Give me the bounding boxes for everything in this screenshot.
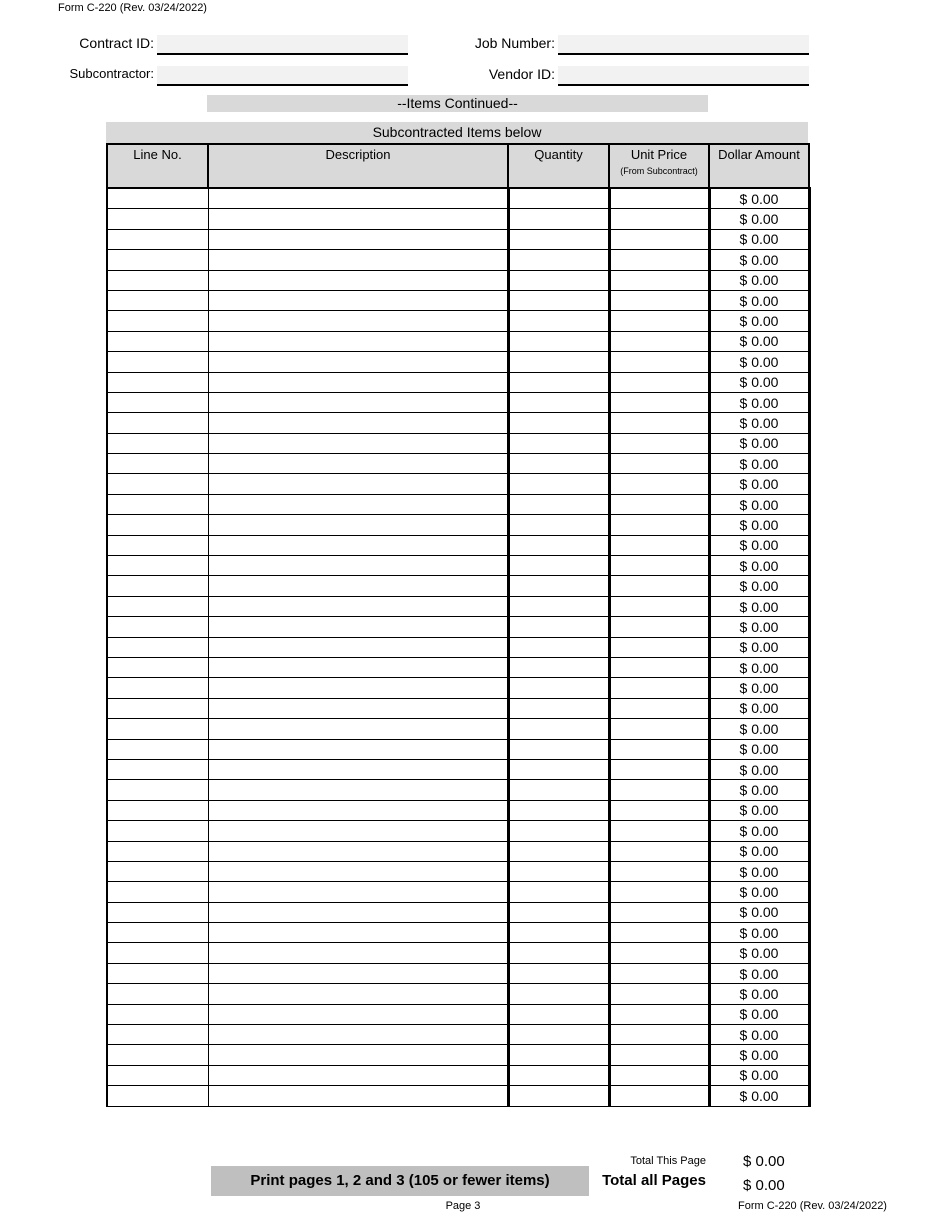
- line-no-cell[interactable]: [107, 637, 208, 657]
- quantity-cell[interactable]: [508, 596, 609, 616]
- dollar-amount-cell: $ 0.00: [709, 494, 809, 514]
- table-row: [107, 515, 809, 535]
- line-no-cell[interactable]: [107, 209, 208, 229]
- unit-price-cell[interactable]: [609, 392, 709, 412]
- unit-price-cell[interactable]: [609, 515, 709, 535]
- dollar-amount-cell: $ 0.00: [709, 413, 809, 433]
- unit-price-cell[interactable]: [609, 637, 709, 657]
- table-row: [107, 188, 809, 209]
- description-cell[interactable]: [208, 596, 508, 616]
- line-no-cell[interactable]: [107, 596, 208, 616]
- unit-price-cell[interactable]: [609, 535, 709, 555]
- quantity-cell[interactable]: [508, 392, 609, 412]
- line-no-cell[interactable]: [107, 719, 208, 739]
- line-no-cell[interactable]: [107, 1025, 208, 1045]
- page-number: Page 3: [445, 1200, 481, 1212]
- line-no-cell[interactable]: [107, 413, 208, 433]
- unit-price-cell[interactable]: [609, 861, 709, 881]
- unit-price-cell[interactable]: [609, 494, 709, 514]
- quantity-cell[interactable]: [508, 943, 609, 963]
- unit-price-cell[interactable]: [609, 698, 709, 718]
- table-row: [107, 229, 809, 249]
- quantity-cell[interactable]: [508, 637, 609, 657]
- table-row: [107, 372, 809, 392]
- unit-price-cell[interactable]: [609, 1086, 709, 1106]
- line-no-cell[interactable]: [107, 494, 208, 514]
- total-this-page-label: Total This Page: [630, 1155, 706, 1167]
- col-unit-price-label: Unit Price: [630, 147, 688, 162]
- table-row: [107, 290, 809, 310]
- table-row: [107, 1086, 809, 1106]
- dollar-amount-cell: $ 0.00: [709, 392, 809, 412]
- table-row: [107, 556, 809, 576]
- subcontractor-label: Subcontractor:: [69, 66, 154, 81]
- dollar-amount-cell: $ 0.00: [709, 1045, 809, 1065]
- description-cell[interactable]: [208, 209, 508, 229]
- dollar-amount-cell: $ 0.00: [709, 331, 809, 351]
- quantity-cell[interactable]: [508, 209, 609, 229]
- quantity-cell[interactable]: [508, 515, 609, 535]
- total-all-pages-label: Total all Pages: [602, 1172, 706, 1189]
- contract-id-label: Contract ID:: [79, 35, 154, 51]
- table-row: [107, 250, 809, 270]
- table-row: [107, 209, 809, 229]
- description-cell[interactable]: [208, 739, 508, 759]
- items-continued-banner: --Items Continued--: [207, 95, 708, 112]
- line-no-cell[interactable]: [107, 229, 208, 249]
- description-cell[interactable]: [208, 943, 508, 963]
- line-no-cell[interactable]: [107, 250, 208, 270]
- quantity-cell[interactable]: [508, 311, 609, 331]
- description-cell[interactable]: [208, 433, 508, 453]
- quantity-cell[interactable]: [508, 576, 609, 596]
- items-table: [106, 143, 811, 1107]
- table-row: [107, 841, 809, 861]
- quantity-cell[interactable]: [508, 1025, 609, 1045]
- quantity-cell[interactable]: [508, 433, 609, 453]
- unit-price-cell[interactable]: [609, 739, 709, 759]
- dollar-amount-cell: $ 0.00: [709, 841, 809, 861]
- line-no-cell[interactable]: [107, 984, 208, 1004]
- table-row: [107, 576, 809, 596]
- description-cell[interactable]: [208, 698, 508, 718]
- unit-price-cell[interactable]: [609, 1045, 709, 1065]
- description-cell[interactable]: [208, 250, 508, 270]
- dollar-amount-cell: $ 0.00: [709, 229, 809, 249]
- table-row: [107, 494, 809, 514]
- quantity-cell[interactable]: [508, 1004, 609, 1024]
- description-cell[interactable]: [208, 759, 508, 779]
- description-cell[interactable]: [208, 637, 508, 657]
- table-row: [107, 800, 809, 820]
- quantity-cell[interactable]: [508, 861, 609, 881]
- description-cell[interactable]: [208, 719, 508, 739]
- unit-price-cell[interactable]: [609, 352, 709, 372]
- unit-price-cell[interactable]: [609, 1004, 709, 1024]
- unit-price-cell[interactable]: [609, 576, 709, 596]
- line-no-cell[interactable]: [107, 372, 208, 392]
- quantity-cell[interactable]: [508, 229, 609, 249]
- table-row: [107, 923, 809, 943]
- quantity-cell[interactable]: [508, 902, 609, 922]
- description-cell[interactable]: [208, 617, 508, 637]
- dollar-amount-cell: $ 0.00: [709, 1025, 809, 1045]
- table-row: [107, 1025, 809, 1045]
- vendor-id-label: Vendor ID:: [488, 66, 555, 82]
- quantity-cell[interactable]: [508, 963, 609, 983]
- table-row: [107, 719, 809, 739]
- col-unit-price-sub: (From Subcontract): [620, 166, 698, 176]
- unit-price-cell[interactable]: [609, 556, 709, 576]
- table-row: [107, 1065, 809, 1085]
- table-row: [107, 596, 809, 616]
- quantity-cell[interactable]: [508, 678, 609, 698]
- quantity-cell[interactable]: [508, 250, 609, 270]
- quantity-cell[interactable]: [508, 331, 609, 351]
- line-no-cell[interactable]: [107, 943, 208, 963]
- description-cell[interactable]: [208, 515, 508, 535]
- quantity-cell[interactable]: [508, 657, 609, 677]
- table-row: [107, 392, 809, 412]
- description-cell[interactable]: [208, 841, 508, 861]
- col-line-no: Line No.: [107, 144, 208, 188]
- dollar-amount-cell: $ 0.00: [709, 209, 809, 229]
- line-no-cell[interactable]: [107, 617, 208, 637]
- line-no-cell[interactable]: [107, 392, 208, 412]
- dollar-amount-cell: $ 0.00: [709, 188, 809, 209]
- line-no-cell[interactable]: [107, 433, 208, 453]
- table-row: [107, 821, 809, 841]
- description-cell[interactable]: [208, 556, 508, 576]
- table-row: [107, 270, 809, 290]
- dollar-amount-cell: $ 0.00: [709, 290, 809, 310]
- dollar-amount-cell: $ 0.00: [709, 372, 809, 392]
- description-cell[interactable]: [208, 352, 508, 372]
- unit-price-cell[interactable]: [609, 372, 709, 392]
- description-cell[interactable]: [208, 535, 508, 555]
- table-row: [107, 739, 809, 759]
- line-no-cell[interactable]: [107, 188, 208, 209]
- description-cell[interactable]: [208, 494, 508, 514]
- description-cell[interactable]: [208, 821, 508, 841]
- table-row: [107, 678, 809, 698]
- unit-price-cell[interactable]: [609, 311, 709, 331]
- quantity-cell[interactable]: [508, 698, 609, 718]
- line-no-cell[interactable]: [107, 270, 208, 290]
- dollar-amount-cell: $ 0.00: [709, 963, 809, 983]
- description-cell[interactable]: [208, 678, 508, 698]
- unit-price-cell[interactable]: [609, 270, 709, 290]
- dollar-amount-cell: $ 0.00: [709, 433, 809, 453]
- dollar-amount-cell: $ 0.00: [709, 759, 809, 779]
- line-no-cell[interactable]: [107, 1086, 208, 1106]
- total-all-pages-value: $ 0.00: [743, 1177, 785, 1194]
- line-no-cell[interactable]: [107, 1065, 208, 1085]
- quantity-cell[interactable]: [508, 882, 609, 902]
- line-no-cell[interactable]: [107, 902, 208, 922]
- table-row: [107, 902, 809, 922]
- quantity-cell[interactable]: [508, 352, 609, 372]
- dollar-amount-cell: $ 0.00: [709, 1065, 809, 1085]
- dollar-amount-cell: $ 0.00: [709, 270, 809, 290]
- dollar-amount-cell: $ 0.00: [709, 882, 809, 902]
- unit-price-cell[interactable]: [609, 454, 709, 474]
- description-cell[interactable]: [208, 413, 508, 433]
- total-this-page-value: $ 0.00: [743, 1153, 785, 1170]
- quantity-cell[interactable]: [508, 719, 609, 739]
- unit-price-cell[interactable]: [609, 433, 709, 453]
- description-cell[interactable]: [208, 800, 508, 820]
- unit-price-cell[interactable]: [609, 984, 709, 1004]
- quantity-cell[interactable]: [508, 617, 609, 637]
- print-pages-button[interactable]: Print pages 1, 2 and 3 (105 or fewer items): [211, 1166, 589, 1196]
- line-no-cell[interactable]: [107, 861, 208, 881]
- description-cell[interactable]: [208, 861, 508, 881]
- line-no-cell[interactable]: [107, 739, 208, 759]
- description-cell[interactable]: [208, 1065, 508, 1085]
- table-row: [107, 1045, 809, 1065]
- unit-price-cell[interactable]: [609, 229, 709, 249]
- contract-id-field[interactable]: [157, 35, 408, 55]
- table-row: [107, 352, 809, 372]
- dollar-amount-cell: $ 0.00: [709, 698, 809, 718]
- line-no-cell[interactable]: [107, 821, 208, 841]
- dollar-amount-cell: $ 0.00: [709, 943, 809, 963]
- quantity-cell[interactable]: [508, 1045, 609, 1065]
- quantity-cell[interactable]: [508, 1086, 609, 1106]
- dollar-amount-cell: $ 0.00: [709, 657, 809, 677]
- quantity-cell[interactable]: [508, 270, 609, 290]
- table-row: [107, 637, 809, 657]
- description-cell[interactable]: [208, 1045, 508, 1065]
- dollar-amount-cell: $ 0.00: [709, 923, 809, 943]
- table-row: [107, 882, 809, 902]
- description-cell[interactable]: [208, 902, 508, 922]
- line-no-cell[interactable]: [107, 800, 208, 820]
- unit-price-cell[interactable]: [609, 963, 709, 983]
- unit-price-cell[interactable]: [609, 882, 709, 902]
- dollar-amount-cell: $ 0.00: [709, 474, 809, 494]
- dollar-amount-cell: $ 0.00: [709, 678, 809, 698]
- description-cell[interactable]: [208, 229, 508, 249]
- dollar-amount-cell: $ 0.00: [709, 984, 809, 1004]
- dollar-amount-cell: $ 0.00: [709, 454, 809, 474]
- dollar-amount-cell: $ 0.00: [709, 250, 809, 270]
- table-row: [107, 943, 809, 963]
- line-no-cell[interactable]: [107, 698, 208, 718]
- description-cell[interactable]: [208, 882, 508, 902]
- unit-price-cell[interactable]: [609, 1065, 709, 1085]
- description-cell[interactable]: [208, 331, 508, 351]
- line-no-cell[interactable]: [107, 923, 208, 943]
- line-no-cell[interactable]: [107, 474, 208, 494]
- dollar-amount-cell: $ 0.00: [709, 821, 809, 841]
- dollar-amount-cell: $ 0.00: [709, 861, 809, 881]
- job-number-field[interactable]: [558, 35, 809, 55]
- description-cell[interactable]: [208, 1025, 508, 1045]
- description-cell[interactable]: [208, 984, 508, 1004]
- dollar-amount-cell: $ 0.00: [709, 1004, 809, 1024]
- table-row: [107, 657, 809, 677]
- dollar-amount-cell: $ 0.00: [709, 780, 809, 800]
- table-row: [107, 984, 809, 1004]
- line-no-cell[interactable]: [107, 576, 208, 596]
- table-row: [107, 617, 809, 637]
- description-cell[interactable]: [208, 923, 508, 943]
- unit-price-cell[interactable]: [609, 413, 709, 433]
- description-cell[interactable]: [208, 780, 508, 800]
- col-quantity: Quantity: [508, 144, 609, 188]
- line-no-cell[interactable]: [107, 759, 208, 779]
- dollar-amount-cell: $ 0.00: [709, 556, 809, 576]
- line-no-cell[interactable]: [107, 352, 208, 372]
- line-no-cell[interactable]: [107, 1045, 208, 1065]
- line-no-cell[interactable]: [107, 556, 208, 576]
- quantity-cell[interactable]: [508, 474, 609, 494]
- table-row: [107, 1004, 809, 1024]
- dollar-amount-cell: $ 0.00: [709, 800, 809, 820]
- quantity-cell[interactable]: [508, 739, 609, 759]
- col-unit-price: [609, 144, 709, 188]
- dollar-amount-cell: $ 0.00: [709, 576, 809, 596]
- table-row: [107, 698, 809, 718]
- unit-price-cell[interactable]: [609, 290, 709, 310]
- line-no-cell[interactable]: [107, 311, 208, 331]
- quantity-cell[interactable]: [508, 780, 609, 800]
- unit-price-cell[interactable]: [609, 209, 709, 229]
- table-row: [107, 861, 809, 881]
- unit-price-cell[interactable]: [609, 902, 709, 922]
- table-header-row: [107, 144, 809, 188]
- unit-price-cell[interactable]: [609, 780, 709, 800]
- table-row: [107, 963, 809, 983]
- unit-price-cell[interactable]: [609, 1025, 709, 1045]
- description-cell[interactable]: [208, 270, 508, 290]
- dollar-amount-cell: $ 0.00: [709, 902, 809, 922]
- quantity-cell[interactable]: [508, 556, 609, 576]
- unit-price-cell[interactable]: [609, 759, 709, 779]
- quantity-cell[interactable]: [508, 984, 609, 1004]
- unit-price-cell[interactable]: [609, 821, 709, 841]
- line-no-cell[interactable]: [107, 454, 208, 474]
- unit-price-cell[interactable]: [609, 943, 709, 963]
- line-no-cell[interactable]: [107, 515, 208, 535]
- description-cell[interactable]: [208, 392, 508, 412]
- description-cell[interactable]: [208, 290, 508, 310]
- quantity-cell[interactable]: [508, 454, 609, 474]
- table-row: [107, 535, 809, 555]
- description-cell[interactable]: [208, 1004, 508, 1024]
- table-row: [107, 759, 809, 779]
- description-cell[interactable]: [208, 576, 508, 596]
- vendor-id-field[interactable]: [558, 66, 809, 86]
- description-cell[interactable]: [208, 188, 508, 209]
- line-no-cell[interactable]: [107, 882, 208, 902]
- description-cell[interactable]: [208, 454, 508, 474]
- dollar-amount-cell: $ 0.00: [709, 617, 809, 637]
- dollar-amount-cell: $ 0.00: [709, 739, 809, 759]
- col-description: Description: [208, 144, 508, 188]
- dollar-amount-cell: $ 0.00: [709, 311, 809, 331]
- unit-price-cell[interactable]: [609, 617, 709, 637]
- col-dollar-amount: Dollar Amount: [709, 144, 809, 188]
- unit-price-cell[interactable]: [609, 678, 709, 698]
- quantity-cell[interactable]: [508, 841, 609, 861]
- line-no-cell[interactable]: [107, 963, 208, 983]
- quantity-cell[interactable]: [508, 413, 609, 433]
- quantity-cell[interactable]: [508, 372, 609, 392]
- table-row: [107, 311, 809, 331]
- quantity-cell[interactable]: [508, 821, 609, 841]
- line-no-cell[interactable]: [107, 535, 208, 555]
- table-row: [107, 331, 809, 351]
- line-no-cell[interactable]: [107, 678, 208, 698]
- line-no-cell[interactable]: [107, 331, 208, 351]
- table-row: [107, 413, 809, 433]
- job-number-label: Job Number:: [474, 35, 555, 51]
- description-cell[interactable]: [208, 311, 508, 331]
- unit-price-cell[interactable]: [609, 800, 709, 820]
- dollar-amount-cell: $ 0.00: [709, 535, 809, 555]
- subcontractor-field[interactable]: [157, 66, 408, 86]
- dollar-amount-cell: $ 0.00: [709, 1086, 809, 1106]
- table-row: [107, 474, 809, 494]
- unit-price-cell[interactable]: [609, 250, 709, 270]
- quantity-cell[interactable]: [508, 494, 609, 514]
- unit-price-cell[interactable]: [609, 657, 709, 677]
- unit-price-cell[interactable]: [609, 719, 709, 739]
- line-no-cell[interactable]: [107, 1004, 208, 1024]
- dollar-amount-cell: $ 0.00: [709, 719, 809, 739]
- section-title: Subcontracted Items below: [106, 122, 808, 143]
- unit-price-cell[interactable]: [609, 841, 709, 861]
- dollar-amount-cell: $ 0.00: [709, 596, 809, 616]
- quantity-cell[interactable]: [508, 290, 609, 310]
- line-no-cell[interactable]: [107, 290, 208, 310]
- table-row: [107, 780, 809, 800]
- dollar-amount-cell: $ 0.00: [709, 352, 809, 372]
- dollar-amount-cell: $ 0.00: [709, 637, 809, 657]
- quantity-cell[interactable]: [508, 759, 609, 779]
- unit-price-cell[interactable]: [609, 596, 709, 616]
- dollar-amount-cell: $ 0.00: [709, 515, 809, 535]
- form-id-bottom: Form C-220 (Rev. 03/24/2022): [738, 1200, 887, 1212]
- table-row: [107, 433, 809, 453]
- description-cell[interactable]: [208, 963, 508, 983]
- unit-price-cell[interactable]: [609, 188, 709, 209]
- line-no-cell[interactable]: [107, 657, 208, 677]
- description-cell[interactable]: [208, 1086, 508, 1106]
- quantity-cell[interactable]: [508, 188, 609, 209]
- quantity-cell[interactable]: [508, 1065, 609, 1085]
- form-id-top: Form C-220 (Rev. 03/24/2022): [58, 2, 207, 14]
- description-cell[interactable]: [208, 657, 508, 677]
- quantity-cell[interactable]: [508, 535, 609, 555]
- description-cell[interactable]: [208, 474, 508, 494]
- table-row: [107, 454, 809, 474]
- unit-price-cell[interactable]: [609, 474, 709, 494]
- line-no-cell[interactable]: [107, 780, 208, 800]
- description-cell[interactable]: [208, 372, 508, 392]
- quantity-cell[interactable]: [508, 923, 609, 943]
- quantity-cell[interactable]: [508, 800, 609, 820]
- unit-price-cell[interactable]: [609, 923, 709, 943]
- unit-price-cell[interactable]: [609, 331, 709, 351]
- line-no-cell[interactable]: [107, 841, 208, 861]
